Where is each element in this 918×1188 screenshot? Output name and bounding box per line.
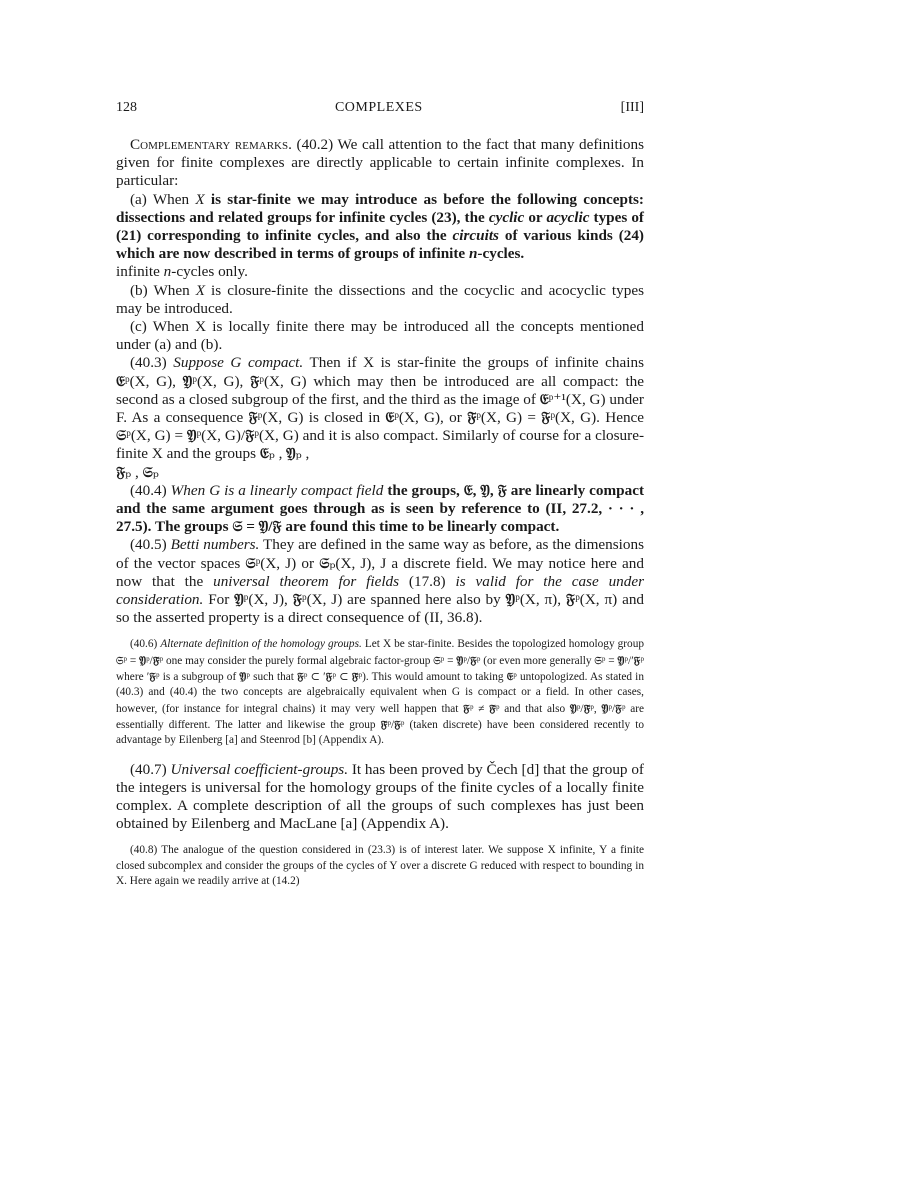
paragraph-a-tail: infinite n-cycles only.: [116, 263, 248, 281]
paragraph-40-2: Complementary remarks. (40.2) We call attention to the fact that many definitions given for finite complexes are directly applicable to certain infinite complexes. In particular:: [116, 136, 644, 190]
paragraph-40-5: (40.5) Betti numbers. They are defined in the same way as before, as the dimensions of the vector spaces 𝔖ᵖ(X, J) or 𝔖ₚ(X, J), J a discrete field. We may notice here and now that the universal theorem for fields (17.8) is valid for the case under consideration. For 𝔜ᵖ(X, J), 𝔉ᵖ(X, J) are spanned here also by 𝔜ᵖ(X, π), 𝔉ᵖ(X, π) and so the asserted property is a direct consequence of (II, 36.8).: [116, 536, 645, 627]
page: [116, 98, 644, 889]
paragraph-40-3: (40.3) Suppose G compact. Then if X is star-finite the groups of infinite chains 𝔈ᵖ(X, G), 𝔜ᵖ(X, G), 𝔉ᵖ(X, G) which may then be introduced are all compact: the second as a closed subgroup of the first, and the third as the image of 𝔈ᵖ⁺¹(X, G) under F. As a consequence 𝔉ᵖ(X, G) is closed in 𝔈ᵖ(X, G), or 𝔉̄ᵖ(X, G) = 𝔉ᵖ(X, G). Hence 𝔖ᵖ(X, G) = 𝔜ᵖ(X, G)/𝔉ᵖ(X, G) and it is also compact. Similarly of course for a closure-finite X and the groups 𝔈ₚ , 𝔜ₚ , 𝔉ₚ , 𝔖ₚ: [116, 354, 645, 481]
paragraph-40-6: (40.6) Alternate definition of the homology groups. Let X be star-finite. Besides the topologized homology group 𝔖ᵖ = 𝔜ᵖ/𝔉̄ᵖ one may consider the purely formal algebraic factor-group 𝔖ᵖ = 𝔜ᵖ/𝔉ᵖ (or even more generally 𝔖ᵖ = 𝔜ᵖ/′𝔉ᵖ where ′𝔉ᵖ is a subgroup of 𝔜ᵖ such that 𝔉ᵖ ⊂ ′𝔉ᵖ ⊂ 𝔉̄ᵖ). This would amount to taking 𝔈ᵖ untopologized. As stated in (40.3) and (40.4) the two concepts are algebraically equivalent when G is compact or a field. In other cases, however, (for instance for integral chains) it may very well happen that 𝔉ᵖ ≠ 𝔉̄ᵖ and that also 𝔜ᵖ/𝔉̄ᵖ, 𝔜ᵖ/𝔉ᵖ are essentially different. The latter and likewise the group 𝔉̄ᵖ/𝔉ᵖ (taken discrete) have been considered recently to advantage by Eilenberg [a] and Steenrod [b] (Appendix A).: [116, 638, 644, 747]
paragraph-40-8: (40.8) The analogue of the question considered in (23.3) is of interest later. We suppose X infinite, Y a finite closed subcomplex and consider the groups of the cycles of Y over a discrete G reduced with respect to bounding in X. Here again we readily arrive at (14.2): [116, 844, 644, 887]
chapter-label: [III]: [620, 100, 644, 115]
paragraph-40-7: (40.7) Universal coefficient-groups. It has been proved by Čech [d] that the group of the integers is universal for the homology groups of the finite cycles of a locally finite complex. A complete description of all the groups of such complexes has just been obtained by Eilenberg and MacLane [a] (Appendix A).: [116, 760, 644, 833]
paragraph-a: (a) When X is star-finite we may introduce as before the following concepts: dissections and related groups for infinite cycles (23), the cyclic or acyclic types of (21) corresponding to infinite cycles, and also the circuits of various kinds (24) which are now described in terms of groups of infinite n-cycles.: [116, 190, 644, 263]
running-header: [116, 98, 644, 118]
page-number: 128: [116, 100, 137, 115]
page-body: [116, 136, 644, 889]
section-heading: Complementary remarks.: [130, 136, 292, 153]
paragraph-c: (c) When X is locally finite there may be introduced all the concepts mentioned under (a) and (b).: [116, 318, 644, 354]
running-title: COMPLEXES: [334, 100, 423, 115]
paragraph-40-4: (40.4) When G is a linearly compact field the groups, 𝔈, 𝔜, 𝔉 are linearly compact and the same argument goes through as is seen by reference to (II, 27.2, · · · , 27.5). The groups 𝔖 = 𝔜/𝔉 are found this time to be linearly compact.: [116, 481, 645, 536]
paragraph-b: (b) When X is closure-finite the dissections and the cocyclic and acocyclic types may be introduced.: [116, 281, 644, 317]
